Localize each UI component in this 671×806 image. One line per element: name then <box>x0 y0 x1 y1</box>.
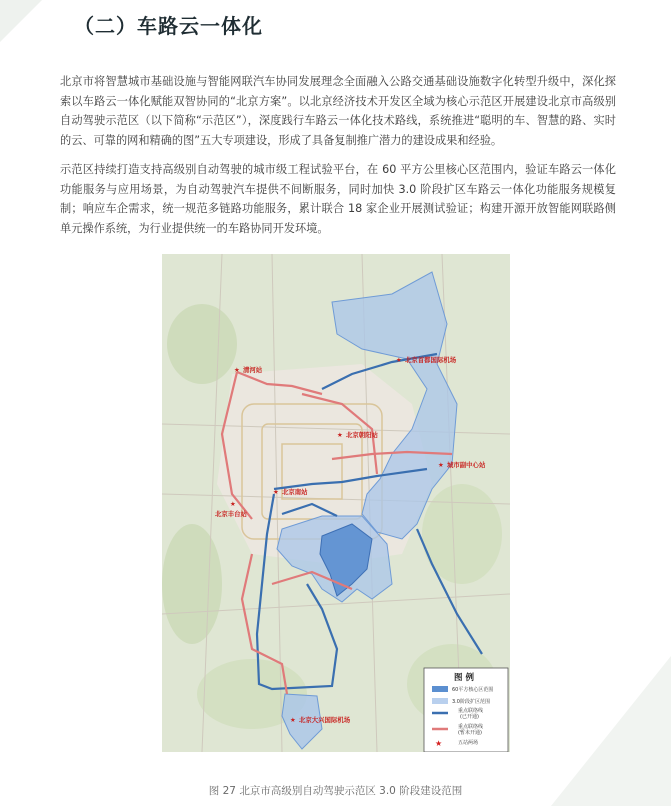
legend-expansion-swatch <box>432 698 448 704</box>
section-heading: （二）车路云一体化 <box>74 14 263 38</box>
map-svg <box>162 254 510 752</box>
station-qinghe <box>234 365 263 374</box>
beijing-map <box>162 254 510 752</box>
svg-text:★: ★ <box>234 366 240 374</box>
map-legend <box>424 668 508 752</box>
legend-core-swatch <box>432 686 448 692</box>
svg-text:★: ★ <box>230 500 236 508</box>
legend-title: 图 例 <box>454 673 474 683</box>
station-label: 城市副中心站 <box>447 461 486 469</box>
green-area <box>162 524 222 644</box>
legend-core-label: 60平方核心区范围 <box>452 687 494 693</box>
station-label: 清河站 <box>243 366 263 374</box>
paragraph-2: 示范区持续打造支持高级别自动驾驶的城市级工程试验平台，在 60 平方公里核心区范围内，验证车路云一体化功能服务与应用场景，为自动驾驶汽车提供不间断服务，同时加快 3.0 阶段扩区车路云一体化功能服务规模复制；响应车企需求，统一规范多链路功能服务，累计联合 18 家企业开展测试验证；构建开源开放智能网联路侧单元操作系统，为行业提供统一的车路协同开发环境。 <box>60 163 616 235</box>
svg-text:★: ★ <box>438 461 444 469</box>
station-label: 北京首都国际机场 <box>405 356 457 364</box>
legend-opened-label: 重点联络线 <box>458 708 484 714</box>
station-label: 北京丰台站 <box>215 510 247 518</box>
station-daxing-airport <box>290 715 351 724</box>
svg-text:★: ★ <box>396 356 402 364</box>
corner-decoration <box>0 0 42 42</box>
station-beijing-south <box>273 487 308 496</box>
station-label: 北京朝阳站 <box>346 431 378 439</box>
legend-planned-sublabel: (暂未开通) <box>458 730 482 736</box>
station-label: 北京大兴国际机场 <box>299 716 351 724</box>
figure-caption: 图 27 北京市高级别自动驾驶示范区 3.0 阶段建设范围 <box>208 785 463 797</box>
svg-text:★: ★ <box>290 716 296 724</box>
svg-text:★: ★ <box>337 431 343 439</box>
station-label: 北京南站 <box>282 488 308 496</box>
star-icon: ★ <box>435 739 443 748</box>
legend-opened-sublabel: (已开通) <box>460 714 479 720</box>
green-area <box>167 304 237 384</box>
legend-planned-label: 重点联络线 <box>458 724 484 730</box>
legend-expansion-label: 3.0阶段扩区范围 <box>452 699 490 705</box>
svg-text:★: ★ <box>273 488 279 496</box>
paragraph-1: 北京市将智慧城市基础设施与智能网联汽车协同发展理念全面融入公路交通基础设施数字化转型升级中，深化探索以车路云一体化赋能双智协同的“北京方案”。以北京经济技术开发区全域为核心示范区开展建设北京市高级别自动驾驶示范区（以下简称“示范区”），深度践行车路云一体化技术路线，系统推进“聪明的车、智慧的路、实时的云、可靠的网和精确的图”五大专项建设，形成了具备复制推广潜力的建设成果和经验。 <box>60 75 616 147</box>
legend-station-label: 五站两场 <box>458 740 479 746</box>
station-capital-airport <box>396 355 457 364</box>
